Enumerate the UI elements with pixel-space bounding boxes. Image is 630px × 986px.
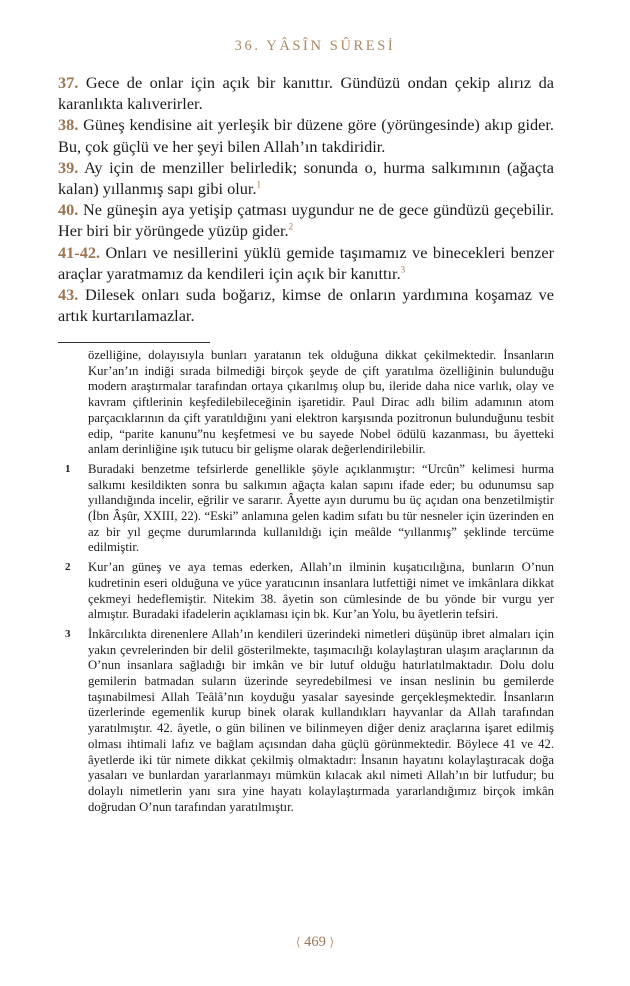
verse-text: Gece de onlar için açık bir kanıttır. Gündüzü ondan çekip alırız da karanlıkta kalıverirler. [58,73,554,114]
verse-37 [58,72,554,114]
verse-text: Ne güneşin aya yetişip çatması uygundur ne de gece gündüzü geçebilir. Her biri bir yörüngede yüzüp gider. [58,200,554,241]
footnote-continued [58,348,554,458]
footnote-number: 2 [65,561,71,574]
verse-41-42 [58,242,554,284]
page-number-value: 469 [304,934,326,950]
footnote-text: özelliğine, dolayısıyla bunları yaratanın tek olduğuna dikkat çekilmektedir. İnsanların Kur’an’ın indiği sırada bilmediği birçok şeyde de çift yaratılma özelliğinin bulunduğu modern araştırmalar tarafından ortaya çıkarılmış olup bu, ileride daha nice varlık, olay ve kavram çiftlerinin keşfedilebileceğinin işaretidir. Paul Dirac adlı bilim adamının atom parçacıklarının da çift yaratıldığını yani elektron karşısında pozitronun bulunduğunu tesbit edip, “parite kanunu”nu keşfetmesi ve bu sayede Nobel ödülü kazanması, bu âyetteki anlam derinliğine ışık tutucu bir gelişme olarak değerlendirilebilir. [88,348,554,457]
footnote-text: Buradaki benzetme tefsirlerde genellikle şöyle açıklanmıştır: “Urcûn” kelimesi hurma salkımı kesildikten sonra bu salkımın ağaçta kalan sapını ifade eder; bu odunumsu sap yıllandığında incelir, eğrilir ve sararır. Âyette ayın durumu bu üç açıdan ona benzetilmiştir (İbn Âşûr, XXIII, 22). “Eski” anlamına gelen kadim sıfatı bu tür nesneler için üzerinden en az bir yıl geçme durumlarında kullanıldığı için meâlde “yıllanmış” şeklinde tercüme edilmiştir. [88,461,554,555]
footnotes [58,348,554,819]
footnote-text: Kur’an güneş ve aya temas ederken, Allah’ın ilminin kuşatıcılığına, bunların O’nun kudretinin eseri olduğuna ve yüce yaratıcının insanlara lutfettiği nimet ve imkânlara dikkat çekmeyi hedeflemiştir. Nitekim 38. âyetin son cümlesinde de bu yönde bir vurgu yer almıştır. Buradaki ifadelerin açıklaması için bk. Kur’an Yolu, bu âyetlerin tefsiri. [88,560,554,622]
footnote-number: 3 [65,627,71,640]
footnote-divider [58,342,210,343]
ornament-right-icon: ⟩ [329,935,335,949]
footnote-text: İnkârcılıkta direnenlere Allah’ın kendileri üzerindeki nimetleri düşünüp ibret almaları için yakın çevrelerinden bir delil gösterilmekte, taşımacılığı kolaylaştıran ulaşım araçlarının da O’nun insanlara sağladığı bir imkân ve bir lutuf olduğu hatırlatılmaktadır. Dolu dolu gemilerin batmadan suların üzerinde seyredebilmesi ve insan neslinin bu gemilerde taşınabilmesi Allah Teâlâ’nın koyduğu yasalar sayesinde gerçekleşmektedir. İnsanların üzerlerinde egemenlik kurup binek olarak kullandıkları hayvanlar da Allah tarafından yaratılmıştır. 42. âyetle, o gün bilinen ve bilinmeyen diğer deniz araçlarına işaret edilmiş olması ihtimali lafız ve bağlam açısından daha güçlü görünmektedir. Böylece 41 ve 42. âyetlerde iki tür nimete dikkat çekilmiş olmaktadır: İnsanın hayatını kolaylaştıracak doğa yasaları ve bunlardan yararlanmayı mümkün kılacak akıl nimeti Allah’ın bir lutfudur; bu dolaylı nimetlerin yanı sıra yine hayatı kolaylaştırmada yararlandığımız birçok imkân doğrudan O’nun tarafından yaratılmıştır. [88,626,554,814]
verse-text: Güneş kendisine ait yerleşik bir düzene göre (yörüngesinde) akıp gider. Bu, çok güçlü ve her şeyi bilen Allah’ın takdiridir. [58,115,554,156]
ornament-left-icon: ⟨ [295,935,301,949]
running-header: 36. YÂSÎN SÛRESİ [234,38,396,54]
verse-list [58,72,554,326]
footnote-3 [58,627,554,815]
verse-number: 37. [58,73,79,92]
verse-number: 40. [58,200,79,220]
footnote-ref[interactable]: 1 [256,179,262,190]
verse-38 [58,114,554,156]
footnote-2 [58,560,554,623]
footnote-ref[interactable]: 3 [400,264,406,275]
verse-number: 38. [58,115,79,135]
verse-43 [58,284,554,326]
footnote-number: 1 [65,462,71,475]
footnote-1 [58,462,554,556]
footnote-ref[interactable]: 2 [288,222,294,232]
verse-number: 43. [58,285,79,305]
verse-text: Onları ve nesillerini yüklü gemide taşımamız ve binecekleri benzer araçlar yaratmamız da kendileri için açık bir kanıttır. [58,242,554,283]
verse-number: 41-42. [58,242,101,262]
verse-39 [58,157,554,199]
verse-number: 39. [58,157,79,177]
verse-text: Ay için de menziller belirledik; sonunda o, hurma salkımının (ağaçta kalan) yıllanmış sapı gibi olur. [58,157,554,199]
verse-text: Dilesek onları suda boğarız, kimse de onların yardımına koşamaz ve artık kurtarılamazlar. [58,285,554,326]
verse-40 [58,199,554,241]
page-number [0,934,630,951]
